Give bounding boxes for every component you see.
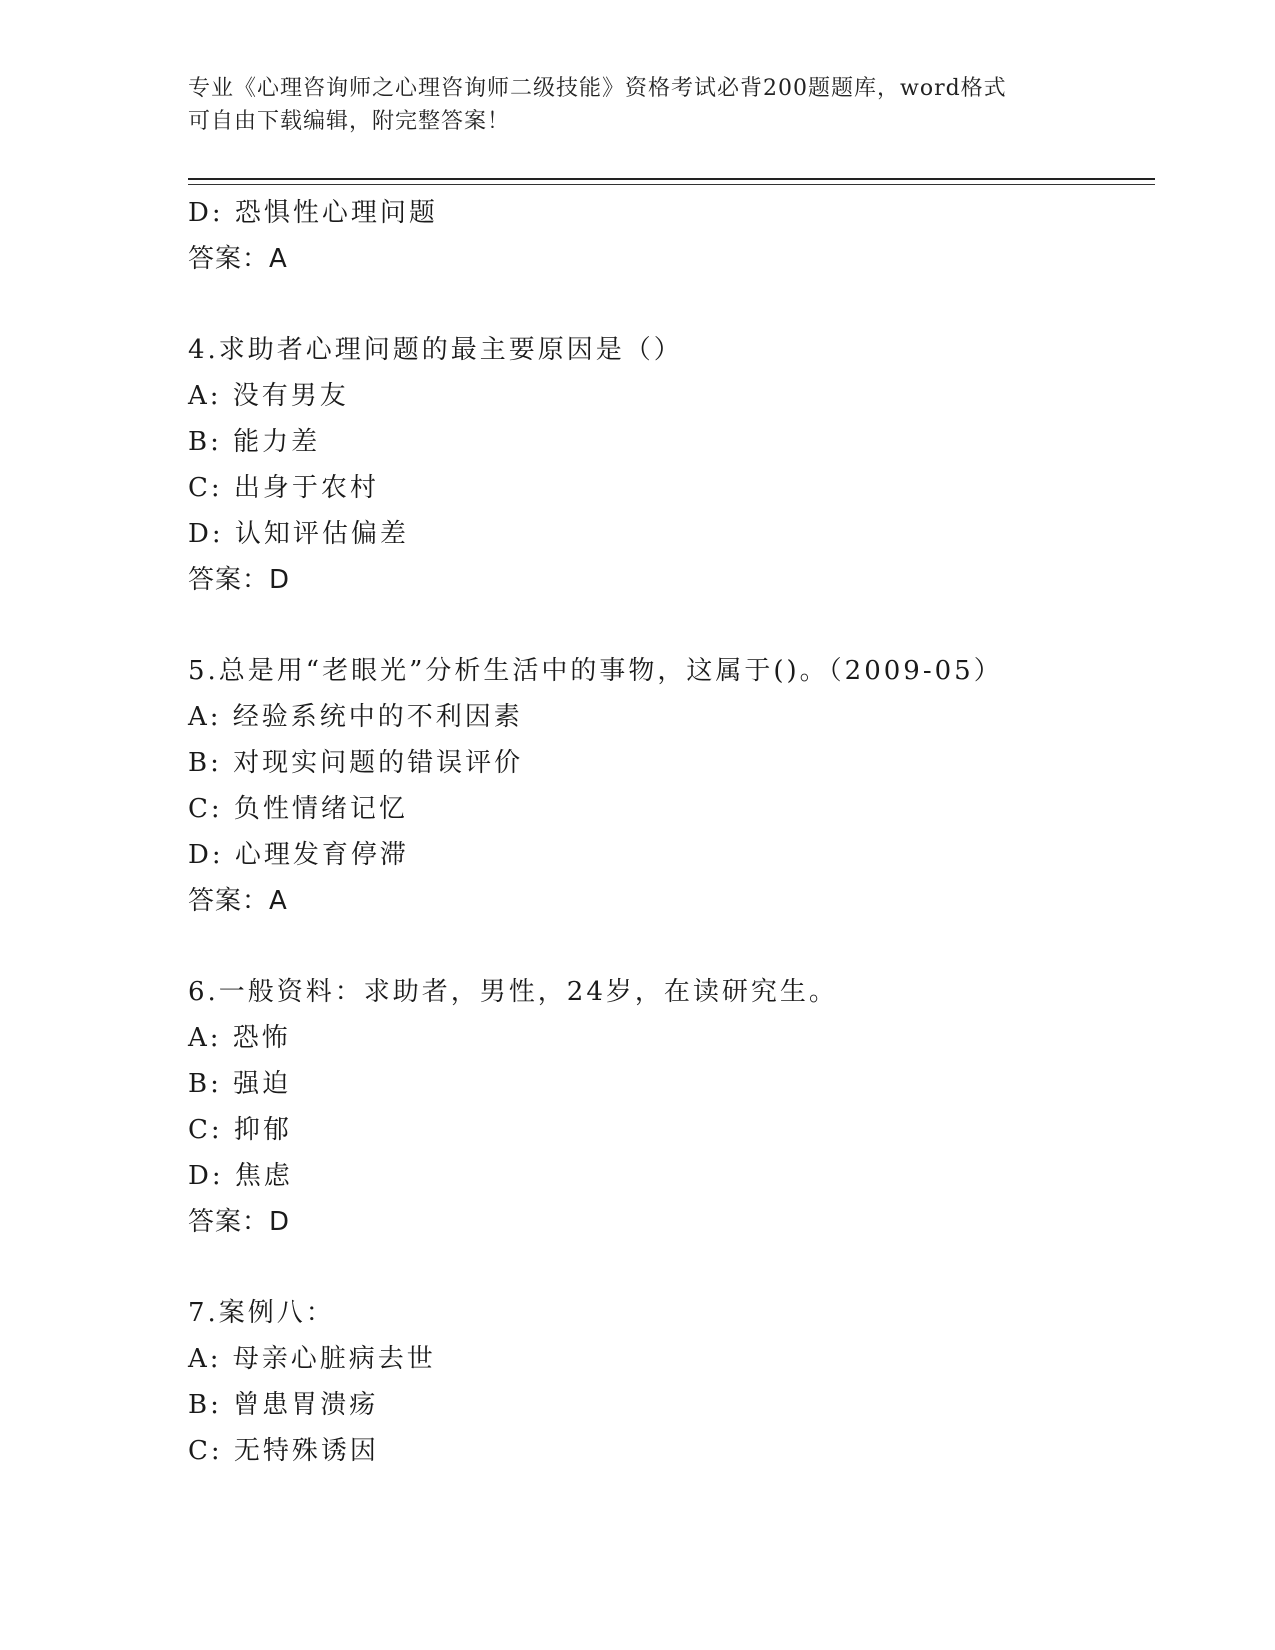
option-d: D: 恐惧性心理问题 — [188, 198, 438, 228]
document-header — [188, 72, 1088, 138]
option-b: B: 对现实问题的错误评价 — [188, 748, 524, 778]
question-stem: 5.总是用“老眼光”分析生活中的事物，这属于()。（2009-05） — [188, 656, 1003, 686]
option-a: A: 母亲心脏病去世 — [188, 1344, 436, 1374]
option-b: B: 强迫 — [188, 1069, 292, 1099]
answer-label: 答案：D — [188, 565, 291, 595]
option-c: C: 出身于农村 — [188, 473, 379, 503]
answer-label: 答案：A — [188, 244, 288, 274]
question-4 — [188, 327, 1155, 603]
question-stem: 4.求助者心理问题的最主要原因是（） — [188, 335, 683, 365]
option-d: D: 认知评估偏差 — [188, 519, 409, 549]
option-a: A: 经验系统中的不利因素 — [188, 702, 523, 732]
header-line-2: 可自由下载编辑，附完整答案！ — [188, 109, 511, 134]
option-a: A: 没有男友 — [188, 381, 349, 411]
header-divider — [188, 178, 1155, 185]
option-d: D: 焦虑 — [188, 1161, 293, 1191]
option-c: C: 无特殊诱因 — [188, 1436, 379, 1466]
answer-label: 答案：A — [188, 886, 288, 916]
option-c: C: 负性情绪记忆 — [188, 794, 408, 824]
option-c: C: 抑郁 — [188, 1115, 292, 1145]
question-5 — [188, 648, 1155, 924]
option-b: B: 能力差 — [188, 427, 321, 457]
header-line-1: 专业《心理咨询师之心理咨询师二级技能》资格考试必背200题题库，word格式 — [188, 76, 1007, 101]
option-d: D: 心理发育停滞 — [188, 840, 409, 870]
answer-label: 答案：D — [188, 1207, 291, 1237]
question-3-tail — [188, 190, 1155, 282]
question-7 — [188, 1290, 1155, 1474]
question-stem: 7.案例八： — [188, 1298, 335, 1328]
option-a: A: 恐怖 — [188, 1023, 291, 1053]
question-stem: 6.一般资料：求助者，男性，24岁，在读研究生。 — [188, 977, 838, 1007]
question-6 — [188, 969, 1155, 1245]
option-b: B: 曾患胃溃疡 — [188, 1390, 379, 1420]
document-body — [188, 190, 1155, 1474]
